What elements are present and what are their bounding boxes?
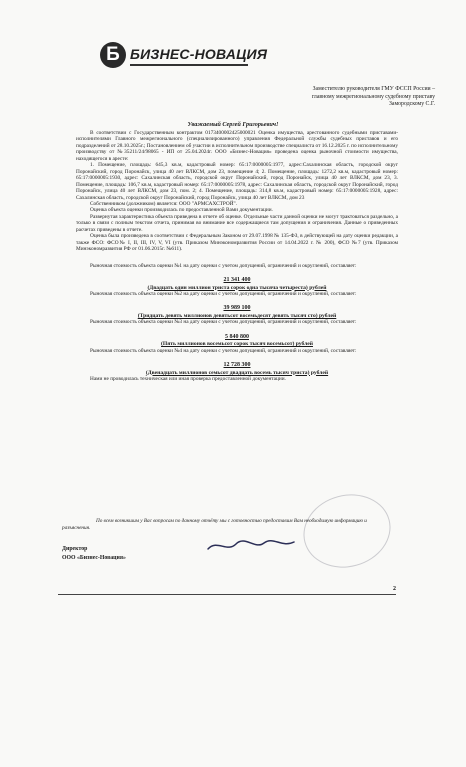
valuation-3-amount: 5 840 800	[225, 333, 249, 340]
company-stamp	[295, 485, 399, 577]
valuation-3	[76, 319, 398, 347]
company-logo	[100, 40, 268, 72]
valuation-3-words: (Пять миллионов восемьсот сорок тысяч восемьсот) рублей	[161, 341, 313, 348]
note-paragraph-1: Оценка объекта оценки производилась по предоставленной Вами документации.	[90, 207, 273, 214]
logo-rule	[130, 64, 248, 66]
footer-rule	[58, 594, 396, 595]
valuation-4-text: Рыночная стоимость объекта оценки №4 на дату оценки с учетом допущений, ограничений и округлений, составляет:	[90, 347, 357, 354]
technical-check-note: Нами не проводилась техническая или иная проверка предоставленной документации.	[90, 376, 286, 383]
valuation-1	[76, 263, 398, 291]
intro-paragraph: В соответствии с Государственным контрактом 0173400002425000021 Оценка имущества, арестованного судебными приставами-исполнителями Главного межрегионального (специализированного) управления Федеральной службы судебных приставов и его подразделений от 28.10.2025г.; Постановлением об участии в исполнительном производстве специалиста от 16.12.2025 г. по исполнительному производству от №35211/24/98065 - ИП от 25.04.2024г. ООО «Бизнес-Новация» проведена оценка рыночной стоимости имущества, находящегося в аресте:	[76, 130, 398, 162]
letter-body	[76, 130, 398, 383]
note-paragraph-2: Развернутая характеристика объекта приведена в отчете об оценке. Отдельные части данной оценки не могут трактоваться раздельно, а только в связи с полным текстом отчета, принимая во внимание все содержащиеся там допущения и ограничения. Данные о приведенных расчетах приведены в отчете.	[76, 213, 398, 233]
valuation-4-words: (Двенадцать миллионов семьсот двадцать восемь тысяч триста) рублей	[145, 369, 329, 376]
valuation-1-amount: 21 341 400	[223, 277, 251, 284]
addressee	[240, 86, 435, 109]
objects-paragraph: 1. Помещение, площадь: 645,3 кв.м, кадастровый номер: 65:17:0000005:1977, адрес:Сахалинская область, городской округ Поронайский, город Поронайск, улица 40 лет ВЛКСМ, дом 23, помещение 4; 2. Помещение, площадь: 1272,2 кв.м, кадастровый номер: 65:17:0000005:1930, адрес: Сахалинская область, городской округ Поронайский, город Поронайск, улица 40 лет ВЛКСМ, дом 23, 3. Помещение, площадь: 106,7 кв.м, кадастровый номер: 65:17:0000005:1978, адрес: Сахалинская область, городской округ Поронайский, город Поронайск, улица 40 лет ВЛКСМ, дом 23, пом. 2; 4. Помещение, площадь: 314,8 кв.м, кадастровый номер: 65:17:0000005:1928, адрес: Сахалинская область, городской округ Поронайский, город Поронайск, улица 40 лет ВЛКСМ, дом 23	[76, 162, 398, 201]
handwritten-signature	[205, 537, 299, 555]
addressee-line-1: Заместителю руководителя ГМУ ФССП России –	[312, 86, 435, 92]
valuation-1-text: Рыночная стоимость объекта оценки №1 на дату оценки с учетом допущений, ограничений и округлений, составляет:	[90, 262, 357, 269]
page-number: 2	[393, 586, 396, 592]
signatory-company: ООО «Бизнес-Новация»	[62, 554, 126, 561]
valuation-1-words: (Двадцать один миллион триста сорок одна тысяча четыреста) рублей	[147, 284, 327, 291]
valuation-3-text: Рыночная стоимость объекта оценки №3 на дату оценки с учетом допущений, ограничений и округлений, составляет:	[90, 319, 357, 326]
addressee-line-3: Замородскому С.Г.	[389, 101, 435, 108]
salutation: Уважаемый Сергей Григорьевич!	[187, 121, 279, 128]
note-paragraph-3: Оценка была произведена в соответствии с Федеральным Законом от 29.07.1998 № 135-ФЗ, в действующей на дату оценки редакции, а также ФСО: ФСО№ I, II, III, IV, V, VI (утв. Приказом Минэкономразвития России от 14.04.2022 г. № 200), ФСО №7 (утв. Приказом Минэкономразвития РФ от 01.06.2015г. №611).	[76, 233, 398, 253]
valuation-2-amount: 39 989 100	[223, 305, 251, 312]
valuation-4-amount: 12 728 300	[223, 362, 251, 369]
valuation-2-text: Рыночная стоимость объекта оценки №2 на дату оценки с учетом допущений, ограничений и округлений, составляет:	[90, 290, 357, 297]
valuation-2	[76, 291, 398, 319]
logo-mark: Б	[100, 42, 126, 68]
closing-paragraph: По всем возникшим у Вас вопросам по данному отчёту мы с готовностью предоставим Вам необходимую информацию и разъяснения.	[62, 518, 367, 531]
valuation-4	[76, 348, 398, 376]
valuation-2-words: (Тридцать девять миллионов девятьсот восемьдесят девять тысяч сто) рублей	[137, 312, 337, 319]
addressee-line-2: главному межрегиональному судебному приставу	[311, 93, 435, 100]
owner-paragraph: Собственником (должником) является: ООО "АРМСАХСТРОЙ".	[90, 200, 238, 207]
logo-name: БИЗНЕС-НОВАЦИЯ	[130, 46, 268, 62]
signature-block	[62, 545, 126, 563]
signatory-role: Директор	[62, 546, 88, 552]
